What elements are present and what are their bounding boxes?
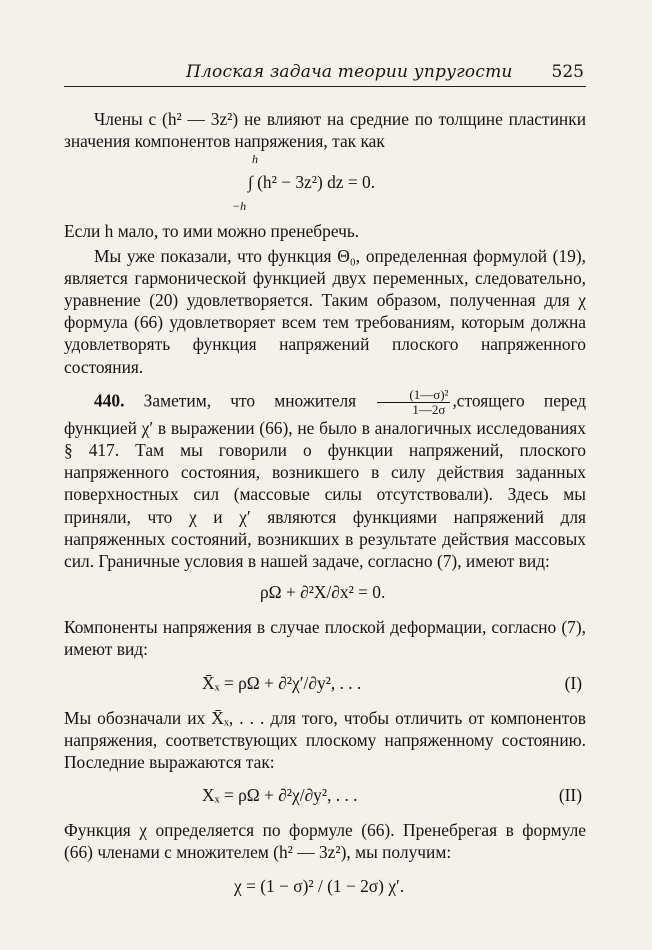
page-number: 525 [551, 62, 584, 82]
integral-expression: ∫ (h² − 3z²) dz = 0. [248, 172, 376, 193]
paragraph-6: Мы обозначали их X̄ₓ, . . . для того, чтобы отличить от компонентов напряжения, соответствующих плоскому напряженному состоянию. Последние выражаются так: [64, 707, 586, 773]
section-number: 440. [94, 390, 125, 411]
page [64, 60, 586, 908]
equation-I-tag: (I) [564, 672, 582, 693]
running-title: Плоская задача теории упругости [186, 62, 513, 82]
paragraph-4-rest: ,стоящего перед функцией χ′ в выражении (66), не было в аналогичных исследованиях § 417. Там мы говорили о функции напряжений, плоского напряженного состояния, возникшего в силу действия заданных поверхностных сил (массовые силы отсутствовали). Здесь мы приняли, что χ и χ′ являются функциями напряжений для напряженных состояний, возникших в результате действия массовых сил. Граничные условия в нашей задаче, согласно (7), имеют вид: [64, 390, 586, 572]
paragraph-4 [64, 388, 586, 572]
integral-upper-limit: h [252, 152, 258, 167]
paragraph-1: Члены с (h² — 3z²) не влияют на средние по толщине пластинки значения компонентов напряжения, так как [64, 109, 586, 152]
equation-II-tag: (II) [558, 785, 582, 806]
equation-boundary-text: ρΩ + ∂²X/∂x² = 0. [260, 582, 386, 603]
equation-chi-text: χ = (1 − σ)² / (1 − 2σ) χ′. [234, 875, 405, 896]
equation-boundary [64, 572, 586, 616]
fraction-numerator: (1—σ)² [409, 386, 449, 402]
equation-I [64, 661, 586, 707]
paragraph-5: Компоненты напряжения в случае плоской деформации, согласно (7), имеют вид: [64, 617, 586, 660]
integral-lower-limit: −h [232, 199, 247, 214]
running-header [64, 60, 586, 87]
paragraph-3: Мы уже показали, что функция Θ₀, определенная формулой (19), является гармонической функцией двух переменных, следовательно, уравнение (20) удовлетворяется. Таким образом, полученная для χ формула (66) удовлетворяет всем тем требованиям, которым должна удовлетворять функция напряжений плоского напряженного состояния. [64, 245, 586, 377]
paragraph-4-start: Заметим, что множителя [143, 390, 357, 411]
equation-chi [64, 864, 586, 908]
paragraph-7: Функция χ определяется по формуле (66). Пренебрегая в формуле (66) членами с множителем (h² — 3z²), мы получим: [64, 820, 586, 863]
equation-integral [64, 152, 586, 220]
fraction-denominator: 1—2σ [377, 402, 450, 417]
fraction-factor [377, 388, 450, 417]
equation-II-text: Xₓ = ρΩ + ∂²χ/∂y², . . . [202, 785, 358, 806]
equation-II [64, 773, 586, 819]
paragraph-2: Если h мало, то ими можно пренебречь. [64, 221, 360, 242]
equation-I-text: X̄ₓ = ρΩ + ∂²χ′/∂y², . . . [202, 672, 362, 693]
